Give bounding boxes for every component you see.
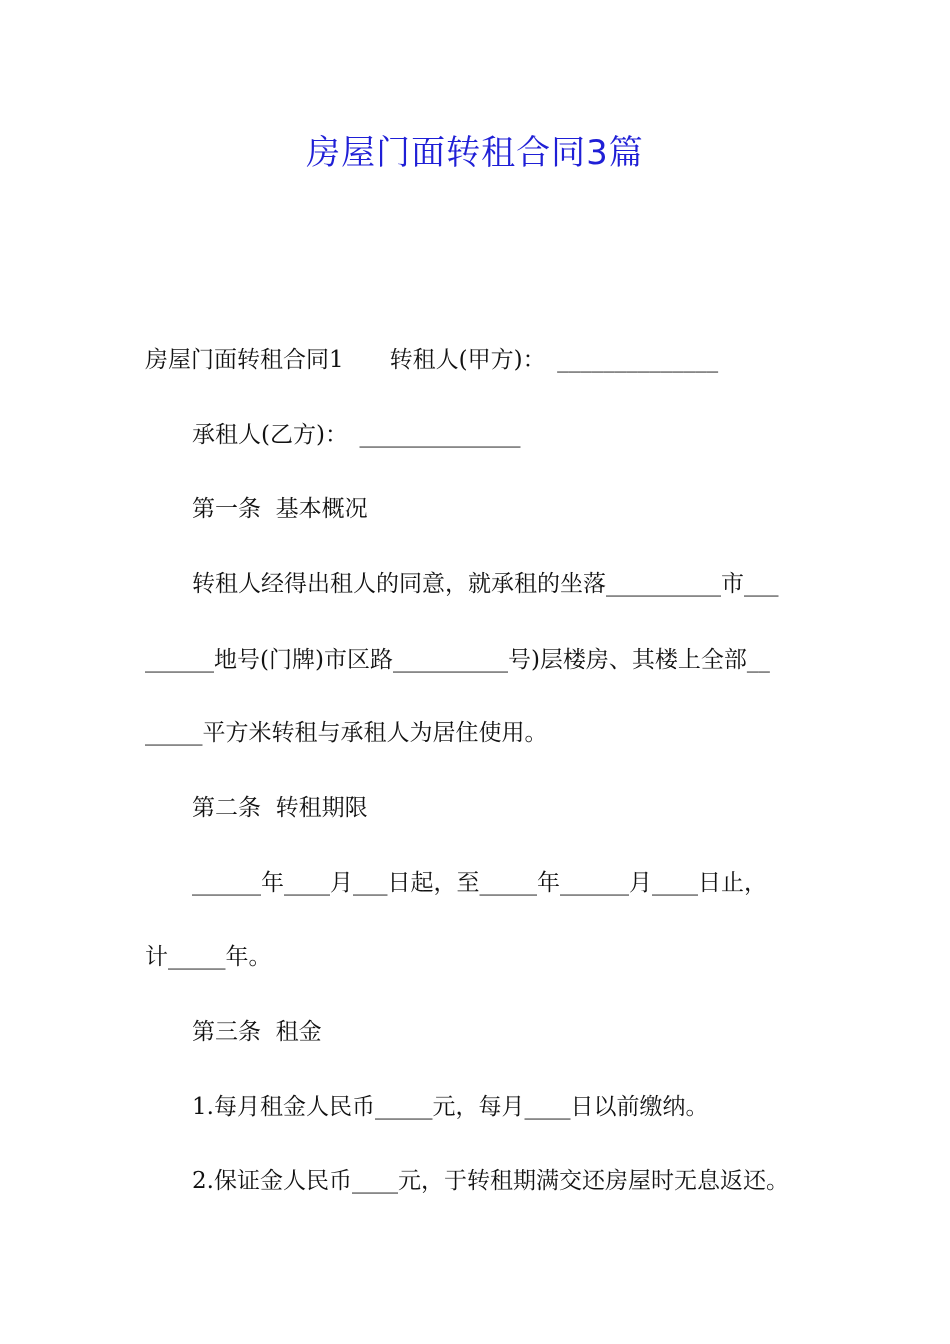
article-one-paragraph-line-1: 转租人经得出租人的同意，就承租的坐落__________市___ — [192, 571, 779, 597]
rent-clause-2: 2.保证金人民币____元，于转租期满交还房屋时无息返还。 — [192, 1168, 789, 1194]
document-title: 房屋门面转租合同3篇 — [306, 133, 644, 173]
rent-clause-1: 1.每月租金人民币_____元，每月____日以前缴纳。 — [192, 1094, 709, 1120]
article-three-heading: 第三条 租金 — [192, 1019, 322, 1045]
article-two-heading: 第二条 转租期限 — [192, 795, 368, 821]
lessee-line: 承租人(乙方)： ______________ — [192, 422, 521, 448]
article-two-paragraph-line-2: 计_____年。 — [145, 944, 272, 970]
contract-heading-sublessor-line: 房屋门面转租合同1 转租人(甲方)： ______________ — [145, 347, 719, 373]
article-two-paragraph-line-1: ______年____月___日起，至_____年______月____日止， — [192, 870, 767, 896]
article-one-paragraph-line-2: ______地号(门牌)市区路__________号)层楼房、其楼上全部__ — [145, 647, 770, 673]
article-one-paragraph-line-3: _____平方米转租与承租人为居住使用。 — [145, 720, 548, 746]
article-one-heading: 第一条 基本概况 — [192, 496, 368, 522]
